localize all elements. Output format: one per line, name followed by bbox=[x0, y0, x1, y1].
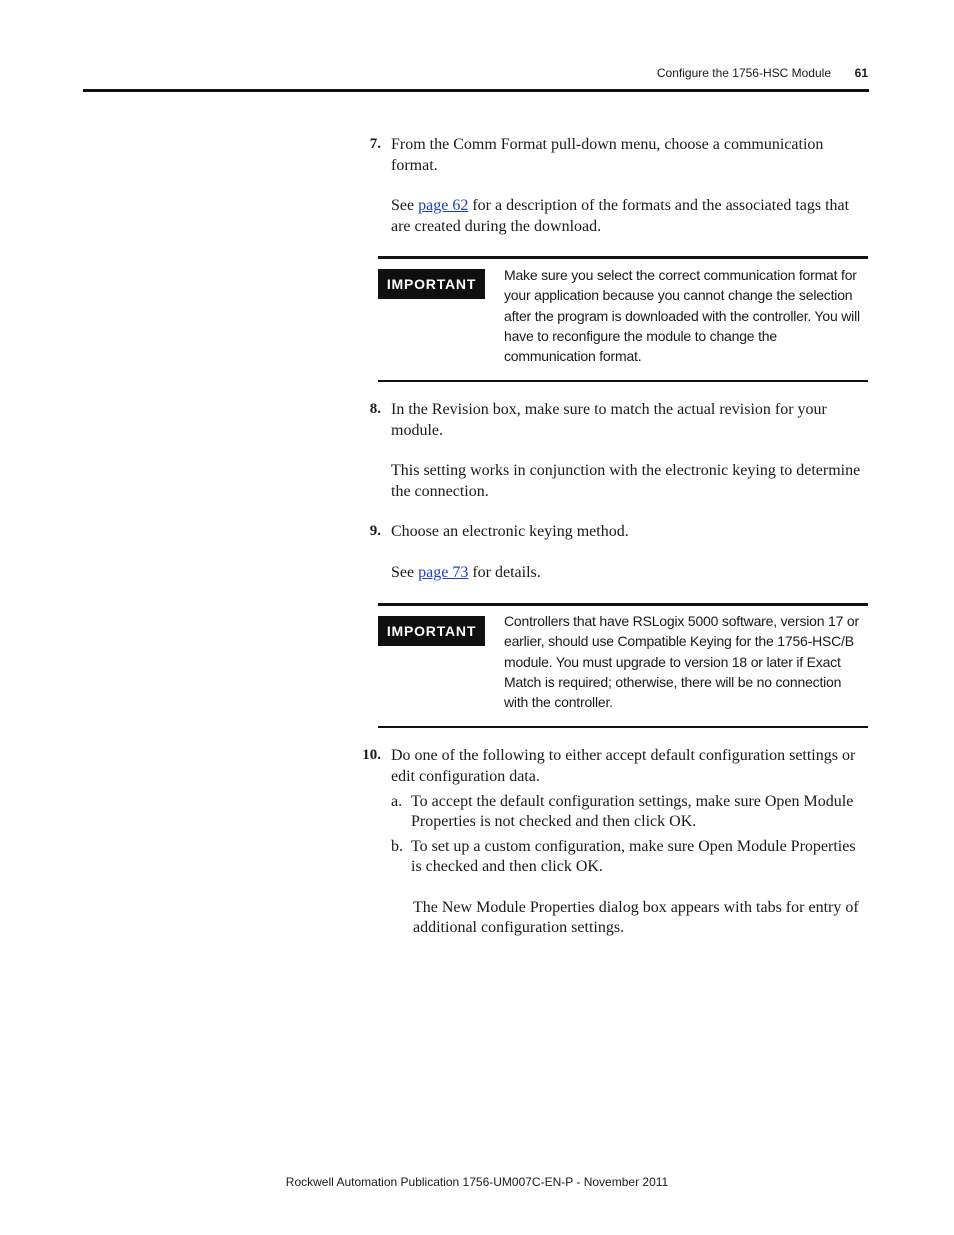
see-prefix: See bbox=[391, 197, 419, 214]
see-suffix: for details. bbox=[468, 564, 541, 581]
important-top-rule bbox=[378, 256, 868, 259]
step-8 bbox=[369, 399, 866, 441]
step-7 bbox=[369, 134, 866, 176]
important-top-rule bbox=[378, 603, 868, 606]
see-suffix: for a description of the formats and the associated tags that are created during the download. bbox=[391, 197, 850, 235]
step-number: 8. bbox=[369, 401, 381, 417]
substep-letter: a. bbox=[391, 793, 403, 810]
substep-letter: b. bbox=[391, 838, 403, 855]
page-header bbox=[83, 66, 868, 83]
important-label: IMPORTANT bbox=[378, 616, 485, 646]
publication-footer: Rockwell Automation Publication 1756-UM007C-EN-P - November 2011 bbox=[285, 1175, 669, 1189]
step-text: In the Revision box, make sure to match the actual revision for your module. bbox=[391, 401, 827, 439]
substep-text: To set up a custom configuration, make sure Open Module Properties is checked and then click OK. bbox=[411, 838, 856, 875]
step-10 bbox=[362, 745, 866, 787]
step-9 bbox=[369, 521, 866, 542]
important-bottom-rule bbox=[378, 726, 868, 728]
step-8-note: This setting works in conjunction with the electronic keying to determine the connection. bbox=[391, 462, 861, 500]
step-number: 10. bbox=[362, 747, 381, 763]
substep-text: To accept the default configuration settings, make sure Open Module Properties is not checked and then click OK. bbox=[411, 793, 854, 830]
step-text: From the Comm Format pull-down menu, choose a communication format. bbox=[391, 136, 824, 174]
substep-b-note: The New Module Properties dialog box appears with tabs for entry of additional configuration settings. bbox=[413, 899, 859, 936]
step-7-reference bbox=[391, 195, 866, 237]
page-62-link[interactable]: page 62 bbox=[418, 197, 469, 214]
section-title: Configure the 1756-HSC Module bbox=[656, 66, 831, 80]
step-9-reference bbox=[391, 562, 866, 583]
important-bottom-rule bbox=[378, 380, 868, 382]
page-73-link[interactable]: page 73 bbox=[418, 564, 469, 581]
important-label: IMPORTANT bbox=[378, 269, 485, 299]
page-number: 61 bbox=[854, 66, 868, 80]
step-text: Choose an electronic keying method. bbox=[391, 523, 629, 540]
step-text: Do one of the following to either accept default configuration settings or edit configuration data. bbox=[391, 747, 856, 785]
important-text: Controllers that have RSLogix 5000 software, version 17 or earlier, should use Compatible Keying for the 1756-HSC/B module. You must upgrade to version 18 or later if Exact Match is required; otherwise, there will be no connection with the controller. bbox=[504, 613, 859, 711]
step-number: 7. bbox=[369, 136, 381, 152]
important-text: Make sure you select the correct communication format for your application because you cannot change the selection after the program is downloaded with the controller. You will have to reconfigure the module to change the communication format. bbox=[504, 267, 860, 365]
step-number: 9. bbox=[369, 523, 381, 539]
header-divider bbox=[83, 89, 869, 92]
see-prefix: See bbox=[391, 564, 419, 581]
